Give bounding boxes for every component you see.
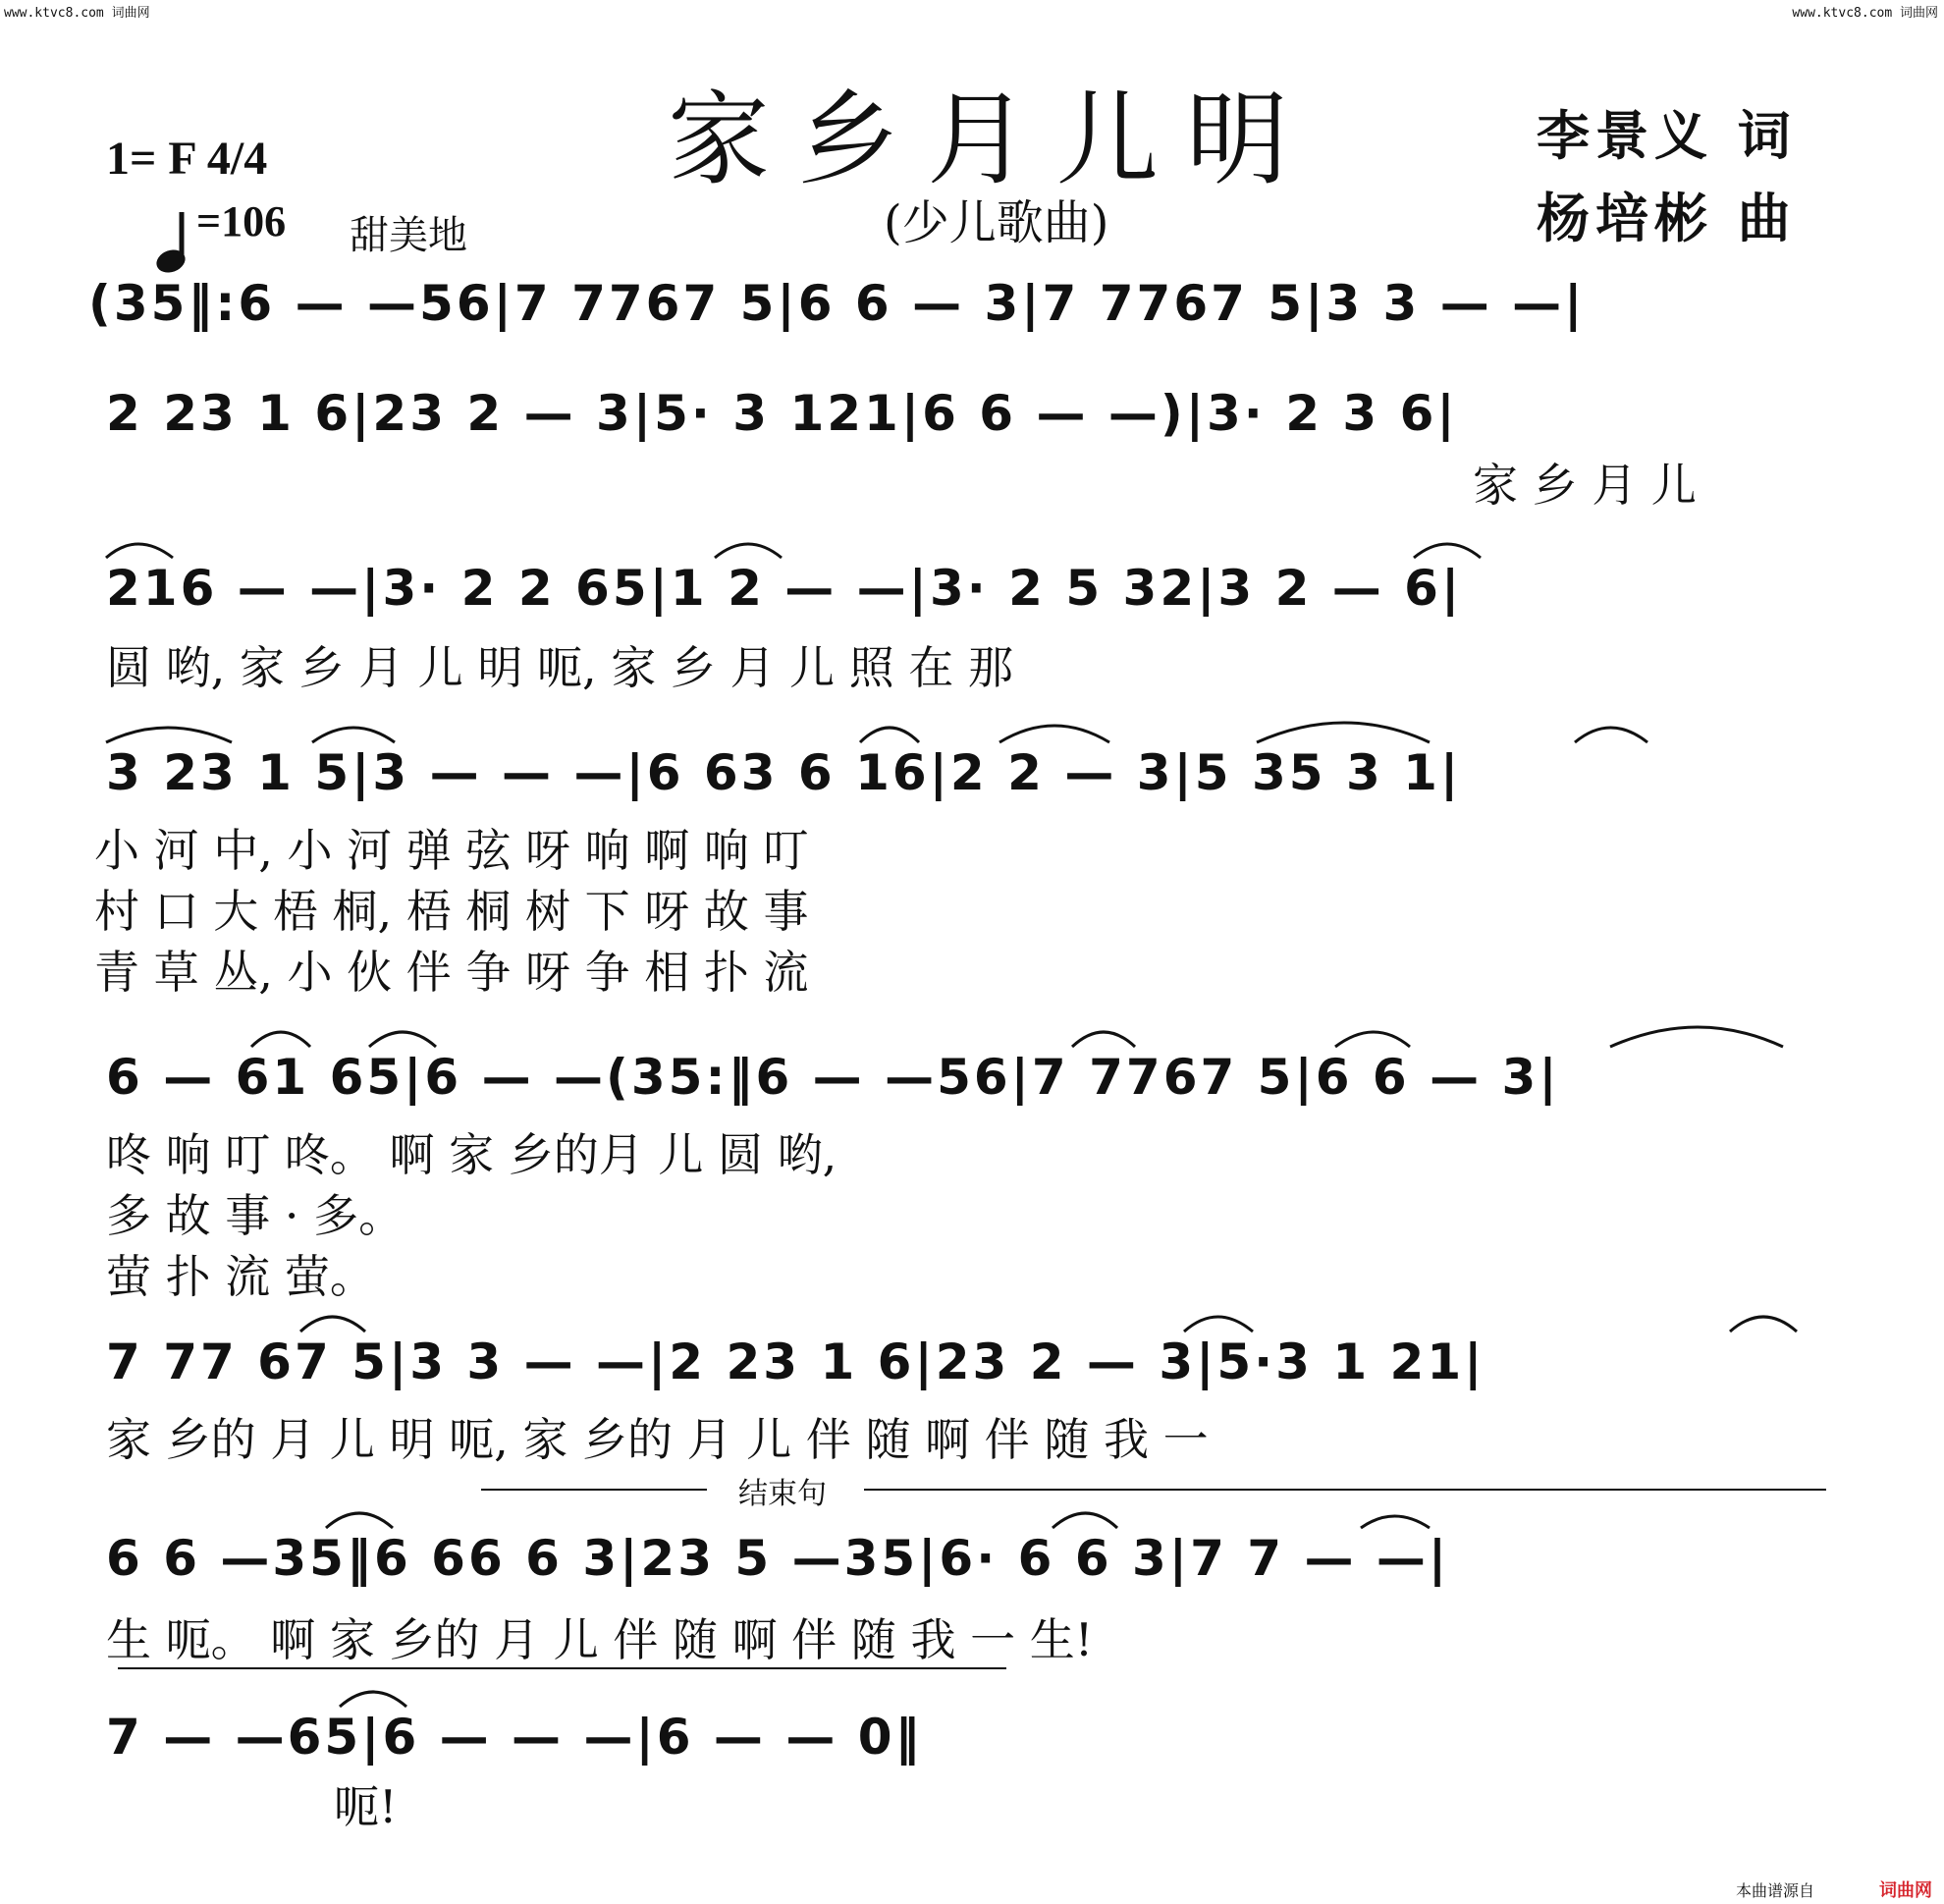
lyric-line: 村 口 大 梧 桐, 梧 桐 树 下 呀 故 事 (94, 885, 809, 938)
notation-row: 2 23 1 6|23 2 — 3|5· 3 121|6 6 — —)|3· 2 3 6| (106, 385, 1458, 442)
footer-logo[interactable]: 词曲网 (1879, 1880, 1932, 1901)
tempo-marking: 甜美地 (350, 213, 467, 258)
lyric-line: 咚 响 叮 咚。 啊 家 乡的月 儿 圆 哟, (106, 1128, 837, 1181)
lyric-line: 萤 扑 流 萤。 (106, 1250, 375, 1303)
song-title: 家乡月儿明 (668, 80, 1317, 199)
notation-row: 6 6 —35‖6 66 6 3|23 5 —35|6· 6 6 3|7 7 — —| (106, 1530, 1450, 1587)
watermark-left: www.ktvc8.com 词曲网 (4, 6, 150, 21)
watermark-right: www.ktvc8.com 词曲网 (1792, 6, 1938, 21)
lyric-line: 生 呃。 啊 家 乡的 月 儿 伴 随 啊 伴 随 我 一 生! (106, 1613, 1094, 1666)
tempo-value: =106 (196, 197, 287, 245)
notation-row: 7 77 67 5|3 3 — —|2 23 1 6|23 2 — 3|5·3 1 21| (106, 1333, 1485, 1390)
notation-row: 216 — —|3· 2 2 65|1 2 — —|3· 2 5 32|3 2 — 6| (106, 560, 1463, 617)
notation-row: 7 — —65|6 — — —|6 — — 0‖ (106, 1709, 923, 1766)
lyric-line: 家 乡 月 儿 (1473, 459, 1697, 512)
lyricist-credit: 李景义 词 (1537, 105, 1797, 167)
notation-row: 6 — 61 65|6 — —(35:‖6 — —56|7 7767 5|6 6 — 3| (106, 1049, 1560, 1106)
ending-label: 结束句 (738, 1477, 827, 1511)
lyric-line: 小 河 中, 小 河 弹 弦 呀 响 啊 响 叮 (94, 824, 809, 877)
lyric-line: 呃! (334, 1780, 398, 1833)
lyric-line: 家 乡的 月 儿 明 呃, 家 乡的 月 儿 伴 随 啊 伴 随 我 一 (106, 1413, 1209, 1466)
key-signature: 1= F 4/4 (106, 133, 268, 185)
notation-row: 3 23 1 5|3 — — —|6 63 6 16|2 2 — 3|5 35 3 1| (106, 744, 1462, 801)
song-subtitle: (少儿歌曲) (884, 195, 1109, 250)
notation-row: (35‖:6 — —56|7 7767 5|6 6 — 3|7 7767 5|3 3 — —| (88, 275, 1586, 332)
footer-source: 本曲谱源自 (1736, 1881, 1815, 1900)
lyric-line: 青 草 丛, 小 伙 伴 争 呀 争 相 扑 流 (94, 946, 809, 999)
lyric-line: 多 故 事 · 多。 (106, 1189, 405, 1242)
lyric-line: 圆 哟, 家 乡 月 儿 明 呃, 家 乡 月 儿 照 在 那 (106, 641, 1013, 694)
composer-credit: 杨培彬 曲 (1537, 188, 1797, 249)
